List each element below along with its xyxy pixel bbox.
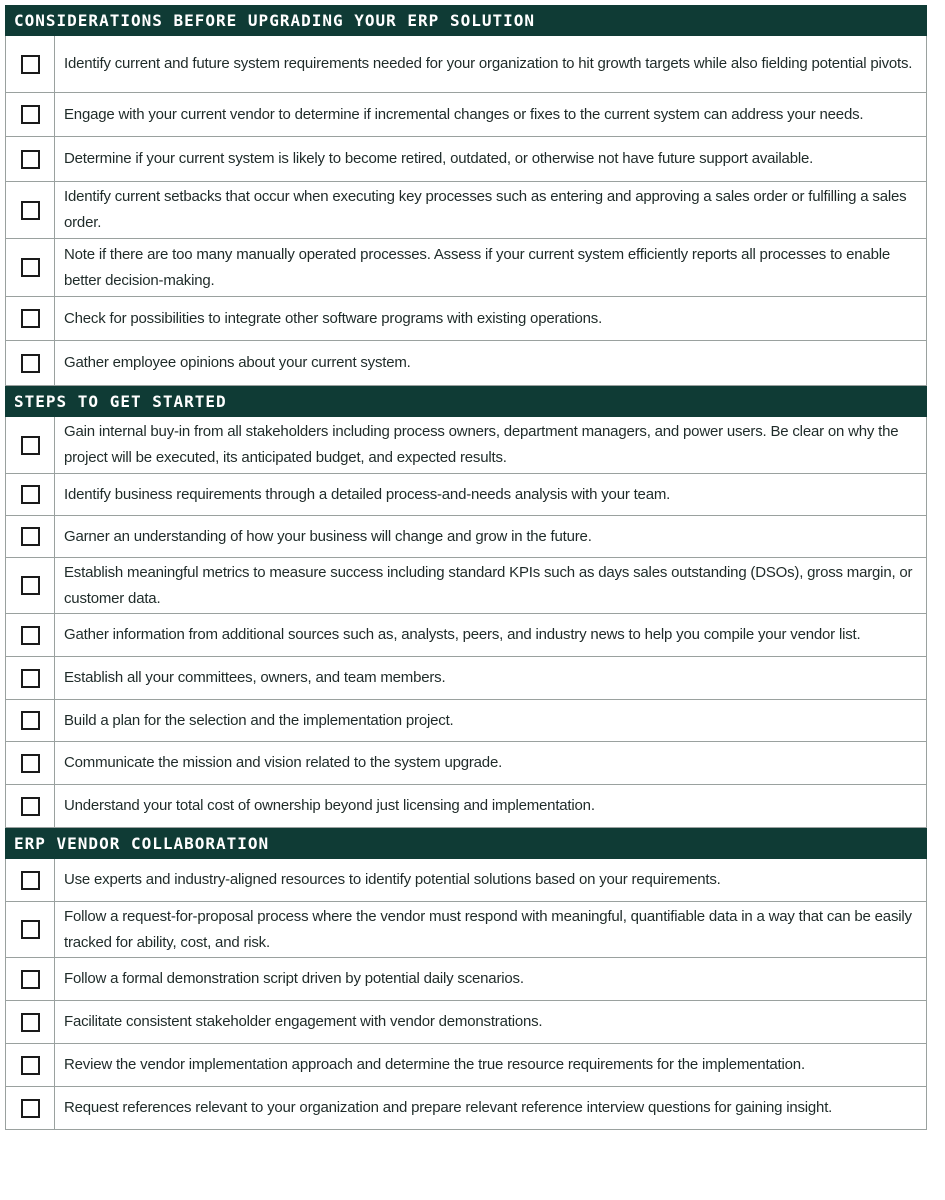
checklist-row (5, 614, 927, 657)
checklist-item-text: Check for possibilities to integrate other software programs with existing operations. (64, 309, 603, 327)
checklist-item-text: Use experts and industry-aligned resources to identify potential solutions based on your requirements. (64, 871, 721, 888)
checklist-row (5, 902, 927, 958)
checkbox-cell (6, 1044, 55, 1086)
checklist-row (5, 474, 927, 516)
checkbox-cell (6, 1087, 55, 1129)
checklist-row (5, 859, 927, 902)
checklist-item-text: Engage with your current vendor to determine if incremental changes or fixes to the current system can address your needs. (64, 105, 864, 123)
checkbox[interactable] (21, 354, 40, 373)
checkbox[interactable] (21, 626, 40, 645)
checklist-item-text: Garner an understanding of how your business will change and grow in the future. (64, 527, 592, 545)
checklist-item-text: Note if there are too many manually operated processes. Assess if your current system efficiently reports all processes to enable better decision-making. (64, 245, 890, 289)
checkbox[interactable] (21, 754, 40, 773)
checklist-item-text: Gain internal buy-in from all stakeholders including process owners, department managers, and power users. Be clear on why the project will be executed, its anticipated budget, and expected results. (64, 423, 899, 466)
checkbox[interactable] (21, 920, 40, 939)
checkbox[interactable] (21, 711, 40, 730)
checklist-row (5, 700, 927, 742)
checkbox-cell (6, 239, 55, 296)
checklist-row (5, 516, 927, 558)
checklist-row (5, 1001, 927, 1044)
checkbox-cell (6, 742, 55, 784)
checklist-item-text: Identify current and future system requirements needed for your organization to hit growth targets while also fielding potential pivots. (64, 55, 913, 72)
checkbox[interactable] (21, 1013, 40, 1032)
section-header-vendor-collaboration: ERP VENDOR COLLABORATION (5, 828, 927, 859)
section-header-steps: STEPS TO GET STARTED (5, 386, 927, 417)
checkbox[interactable] (21, 970, 40, 989)
checklist-row (5, 958, 927, 1001)
checklist-row (5, 182, 927, 239)
checklist-row (5, 93, 927, 137)
checkbox-cell (6, 474, 55, 515)
checkbox[interactable] (21, 309, 40, 328)
checklist-row (5, 558, 927, 614)
checklist-item-text: Identify current setbacks that occur when executing key processes such as entering and approving a sales order or fulfilling a sales order. (64, 188, 907, 231)
checklist-item-text: Gather employee opinions about your current system. (64, 354, 411, 371)
checklist-item-text: Understand your total cost of ownership beyond just licensing and implementation. (64, 797, 595, 814)
checklist-row (5, 297, 927, 341)
checklist-row (5, 341, 927, 386)
checkbox[interactable] (21, 669, 40, 688)
checklist-item-text: Facilitate consistent stakeholder engagement with vendor demonstrations. (64, 1013, 543, 1030)
checkbox-cell (6, 1001, 55, 1043)
checklist-item-text: Gather information from additional sources such as, analysts, peers, and industry news to help you compile your vendor list. (64, 626, 861, 643)
checkbox[interactable] (21, 1099, 40, 1118)
checkbox-cell (6, 36, 55, 92)
checklist-item-text: Follow a formal demonstration script driven by potential daily scenarios. (64, 970, 524, 987)
checkbox-cell (6, 657, 55, 699)
checkbox[interactable] (21, 201, 40, 220)
checkbox[interactable] (21, 871, 40, 890)
checkbox-cell (6, 341, 55, 385)
checkbox[interactable] (21, 1056, 40, 1075)
checkbox-cell (6, 297, 55, 340)
checklist-row (5, 239, 927, 297)
checklist-row (5, 1087, 927, 1130)
checklist-row (5, 785, 927, 828)
checkbox-cell (6, 93, 55, 136)
checklist-item-text: Establish meaningful metrics to measure success including standard KPIs such as days sales outstanding (DSOs), gross margin, or customer data. (64, 563, 913, 607)
checkbox-cell (6, 785, 55, 827)
checkbox-cell (6, 182, 55, 238)
checkbox-cell (6, 558, 55, 613)
checklist-row (5, 137, 927, 182)
checkbox-cell (6, 700, 55, 741)
checkbox-cell (6, 417, 55, 473)
checkbox[interactable] (21, 55, 40, 74)
checkbox[interactable] (21, 527, 40, 546)
checklist-item-text: Communicate the mission and vision related to the system upgrade. (64, 754, 503, 771)
checklist-row (5, 36, 927, 93)
checkbox[interactable] (21, 436, 40, 455)
checklist-row (5, 742, 927, 785)
checklist-sheet (5, 5, 927, 1130)
checkbox-cell (6, 516, 55, 557)
checklist-item-text: Follow a request-for-proposal process where the vendor must respond with meaningful, quantifiable data in a way that can be easily tracked for ability, cost, and risk. (64, 907, 912, 951)
checkbox[interactable] (21, 576, 40, 595)
checkbox[interactable] (21, 258, 40, 277)
checkbox-cell (6, 614, 55, 656)
checkbox[interactable] (21, 150, 40, 169)
checklist-item-text: Establish all your committees, owners, and team members. (64, 669, 446, 686)
checklist-item-text: Review the vendor implementation approach and determine the true resource requirements for the implementation. (64, 1056, 805, 1073)
checkbox-cell (6, 958, 55, 1000)
checklist-row (5, 657, 927, 700)
checkbox-cell (6, 137, 55, 181)
checkbox[interactable] (21, 105, 40, 124)
checkbox[interactable] (21, 485, 40, 504)
checkbox-cell (6, 902, 55, 957)
checklist-item-text: Request references relevant to your organization and prepare relevant reference interview questions for gaining insight. (64, 1099, 833, 1116)
checkbox-cell (6, 859, 55, 901)
checklist-row (5, 1044, 927, 1087)
checklist-item-text: Determine if your current system is likely to become retired, outdated, or otherwise not have future support available. (64, 150, 814, 167)
section-header-considerations: CONSIDERATIONS BEFORE UPGRADING YOUR ERP SOLUTION (5, 5, 927, 36)
checklist-item-text: Build a plan for the selection and the implementation project. (64, 711, 454, 729)
checklist-item-text: Identify business requirements through a detailed process-and-needs analysis with your team. (64, 485, 671, 503)
checkbox[interactable] (21, 797, 40, 816)
checklist-row (5, 417, 927, 474)
